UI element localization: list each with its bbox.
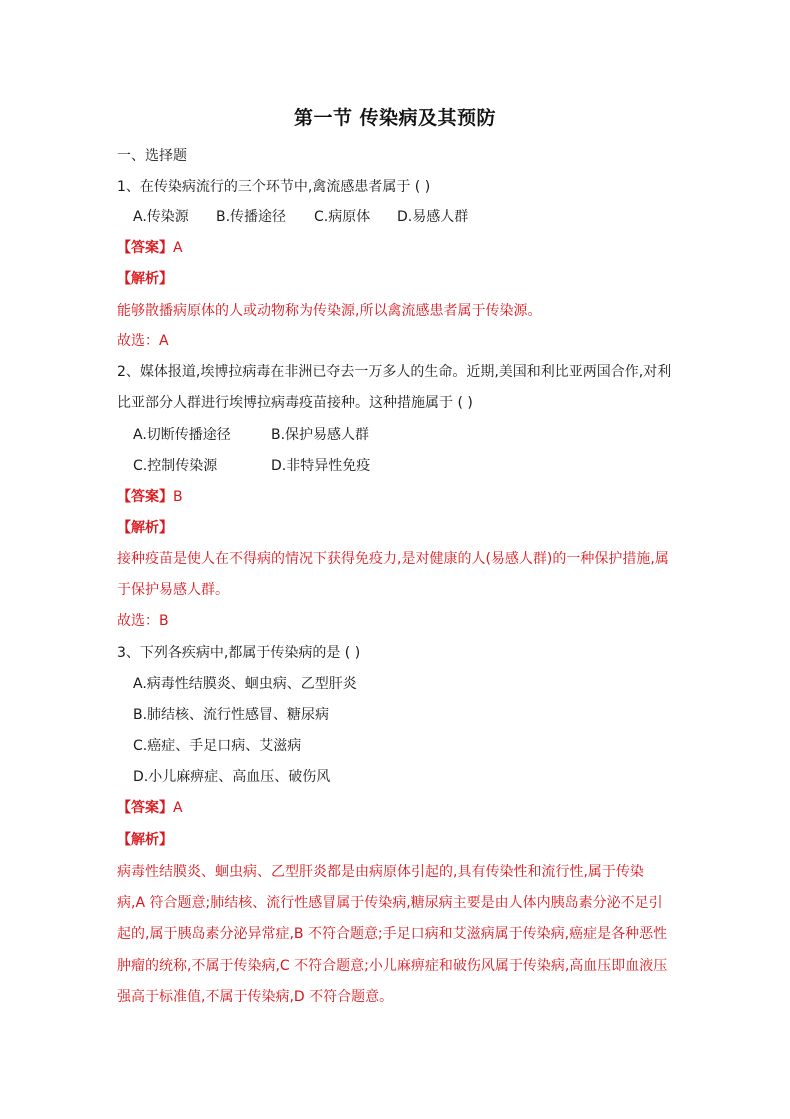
- q3-option-d: D.小儿麻痹症、高血压、破伤风: [133, 769, 331, 785]
- question-2-stem-line2: 比亚部分人群进行埃博拉病毒疫苗接种。这种措施属于 ( ): [117, 395, 473, 411]
- q1-option-c: C.病原体: [314, 209, 371, 225]
- q3-option-a: A.病毒性结膜炎、蛔虫病、乙型肝炎: [133, 676, 357, 692]
- q2-analysis-line1: 接种疫苗是使人在不得病的情况下获得免疫力,是对健康的人(易感人群)的一种保护措施,属: [117, 551, 669, 567]
- page-title: 第一节 传染病及其预防: [293, 107, 497, 129]
- q1-option-b: B.传播途径: [216, 209, 287, 225]
- q2-choice: 故选：B: [117, 613, 169, 629]
- q1-analysis-text: 能够散播病原体的人或动物称为传染源,所以禽流感患者属于传染源。: [117, 303, 542, 319]
- answer-value: A: [173, 240, 183, 256]
- answer-label: 【答案】: [117, 489, 173, 505]
- q2-option-a: A.切断传播途径: [133, 427, 231, 443]
- q3-answer: [117, 797, 183, 819]
- q1-analysis-label: 【解析】: [117, 271, 173, 287]
- section-heading: 一、选择题: [117, 148, 187, 164]
- q2-option-c: C.控制传染源: [133, 458, 218, 474]
- q3-option-c: C.癌症、手足口病、艾滋病: [133, 738, 302, 754]
- answer-label: 【答案】: [117, 800, 173, 816]
- q2-analysis-line2: 于保护易感人群。: [117, 582, 229, 598]
- q3-analysis-line: 病,A 符合题意;肺结核、流行性感冒属于传染病,糖尿病主要是由人体内胰岛素分泌不足引: [117, 895, 663, 911]
- q3-analysis-line: 起的,属于胰岛素分泌异常症,B 不符合题意;手足口病和艾滋病属于传染病,癌症是各种恶性: [117, 926, 668, 942]
- q3-analysis-label: 【解析】: [117, 832, 173, 848]
- answer-label: 【答案】: [117, 240, 173, 256]
- answer-value: A: [173, 800, 183, 816]
- q2-option-b: B.保护易感人群: [271, 427, 370, 443]
- q3-analysis-line: 病毒性结膜炎、蛔虫病、乙型肝炎都是由病原体引起的,具有传染性和流行性,属于传染: [117, 864, 644, 880]
- answer-value: B: [173, 489, 183, 505]
- question-2-stem-line1: 2、媒体报道,埃博拉病毒在非洲已夺去一万多人的生命。近期,美国和利比亚两国合作,对利: [117, 364, 672, 380]
- q3-analysis-line: 强高于标准值,不属于传染病,D 不符合题意。: [117, 989, 394, 1005]
- q1-option-d: D.易感人群: [397, 209, 469, 225]
- q3-option-b: B.肺结核、流行性感冒、糖尿病: [133, 707, 330, 723]
- question-1-stem: 1、在传染病流行的三个环节中,禽流感患者属于 ( ): [117, 179, 431, 195]
- q2-answer: [117, 486, 183, 508]
- q1-choice: 故选：A: [117, 333, 169, 349]
- q1-option-a: A.传染源: [133, 209, 189, 225]
- q3-analysis-line: 肿瘤的统称,不属于传染病,C 不符合题意;小儿麻痹症和破伤风属于传染病,高血压即血液压: [117, 958, 668, 974]
- q2-option-d: D.非特异性免疫: [271, 458, 371, 474]
- q1-answer: [117, 237, 183, 259]
- q2-analysis-label: 【解析】: [117, 520, 173, 536]
- question-3-stem: 3、下列各疾病中,都属于传染病的是 ( ): [117, 645, 361, 661]
